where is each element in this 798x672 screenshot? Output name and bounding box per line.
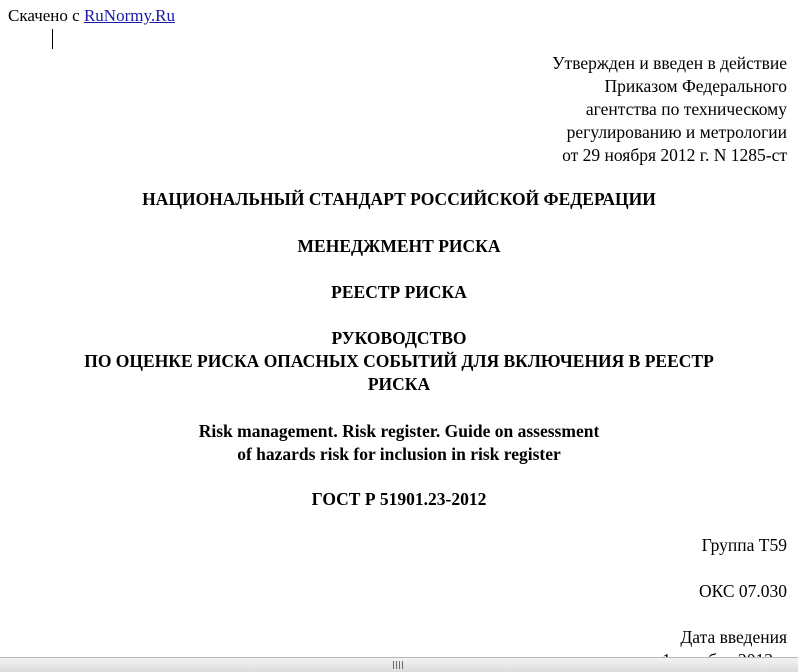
intro-date-label: Дата введения [680,627,787,647]
approval-line: агентства по техническому [585,99,787,119]
guide-title-line: РУКОВОДСТВО [331,328,467,348]
national-standard-title: НАЦИОНАЛЬНЫЙ СТАНДАРТ РОССИЙСКОЙ ФЕДЕРАЦИИ [142,189,656,209]
source-line [8,6,175,26]
guide-title [0,327,798,396]
approval-line: Приказом Федерального [604,76,787,96]
approval-line: регулированию и метрологии [566,122,787,142]
source-prefix: Скачено с [8,6,84,25]
group-code: Группа Т59 [701,535,787,555]
horizontal-scrollbar[interactable] [0,657,798,672]
gost-number: ГОСТ Р 51901.23-2012 [311,489,487,509]
approval-line: от 29 ноября 2012 г. N 1285-ст [562,145,787,165]
english-title [0,420,798,466]
scrollbar-grip-icon[interactable] [393,661,403,669]
text-cursor [52,29,53,49]
approval-line: Утвержден и введен в действие [552,53,787,73]
guide-title-line: РИСКА [367,374,431,394]
risk-management-title: МЕНЕДЖМЕНТ РИСКА [297,236,501,256]
approval-block [367,52,787,167]
english-title-line: of hazards risk for inclusion in risk register [237,444,561,464]
oks-code: ОКС 07.030 [698,581,787,601]
english-title-line: Risk management. Risk register. Guide on assessment [198,421,600,441]
source-link[interactable]: RuNormy.Ru [83,6,175,25]
guide-title-line: ПО ОЦЕНКЕ РИСКА ОПАСНЫХ СОБЫТИЙ ДЛЯ ВКЛЮЧЕНИЯ В РЕЕСТР [84,351,714,371]
risk-register-title: РЕЕСТР РИСКА [331,282,467,302]
